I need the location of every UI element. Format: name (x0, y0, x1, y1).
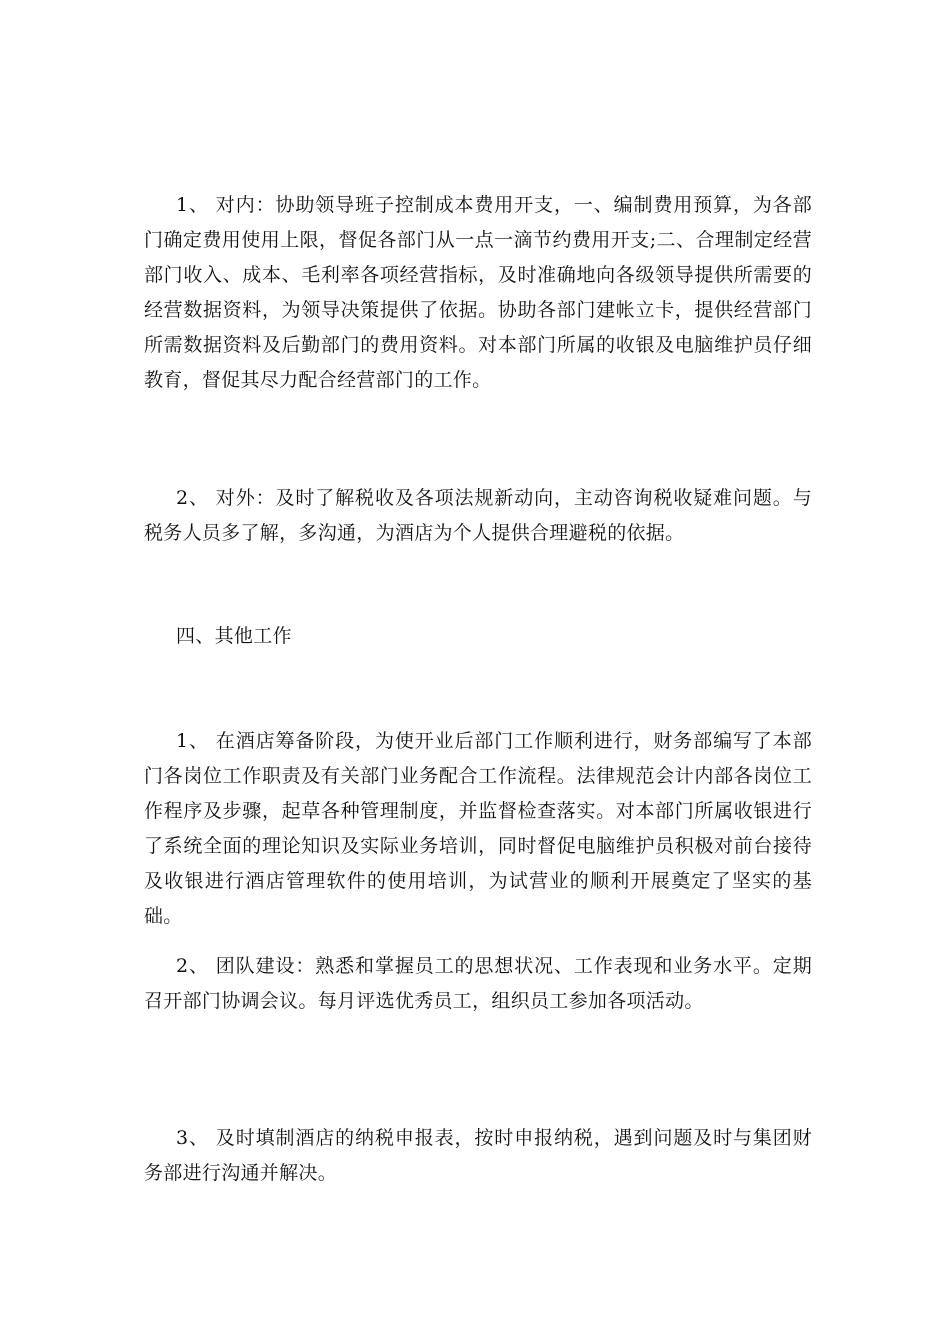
paragraph-internal-duties: 1、 对内：协助领导班子控制成本费用开支，一、编制费用预算，为各部门确定费用使用上限，督促各部门从一点一滴节约费用开支;二、合理制定经营部门收入、成本、毛利率各项经营指标，及时准确地向各级领导提供所需要的经营数据资料，为领导决策提供了依据。协助各部门建帐立卡，提供经营部门所需数据资料及后勤部门的费用资料。对本部门所属的收银及电脑维护员仔细教育，督促其尽力配合经营部门的工作。 (144, 194, 812, 391)
paragraph-tax-filing: 3、 及时填制酒店的纳税申报表，按时申报纳税，遇到问题及时与集团财务部进行沟通并解决。 (144, 1127, 812, 1184)
section-heading-other-work: 四、其他工作 (176, 625, 292, 647)
paragraph-hotel-preparation: 1、 在酒店筹备阶段，为使开业后部门工作顺利进行，财务部编写了本部门各岗位工作职责及有关部门业务配合工作流程。法律规范会计内部各岗位工作程序及步骤，起草各种管理制度，并监督检查落实。对本部门所属收银进行了系统全面的理论知识及实际业务培训，同时督促电脑维护员积极对前台接待及收银进行酒店管理软件的使用培训，为试营业的顺利开展奠定了坚实的基础。 (144, 730, 812, 927)
paragraph-team-building: 2、 团队建设：熟悉和掌握员工的思想状况、工作表现和业务水平。定期召开部门协调会议。每月评选优秀员工，组织员工参加各项活动。 (144, 955, 812, 1012)
paragraph-external-duties: 2、 对外：及时了解税收及各项法规新动向，主动咨询税收疑难问题。与税务人员多了解，多沟通，为酒店为个人提供合理避税的依据。 (144, 487, 812, 544)
